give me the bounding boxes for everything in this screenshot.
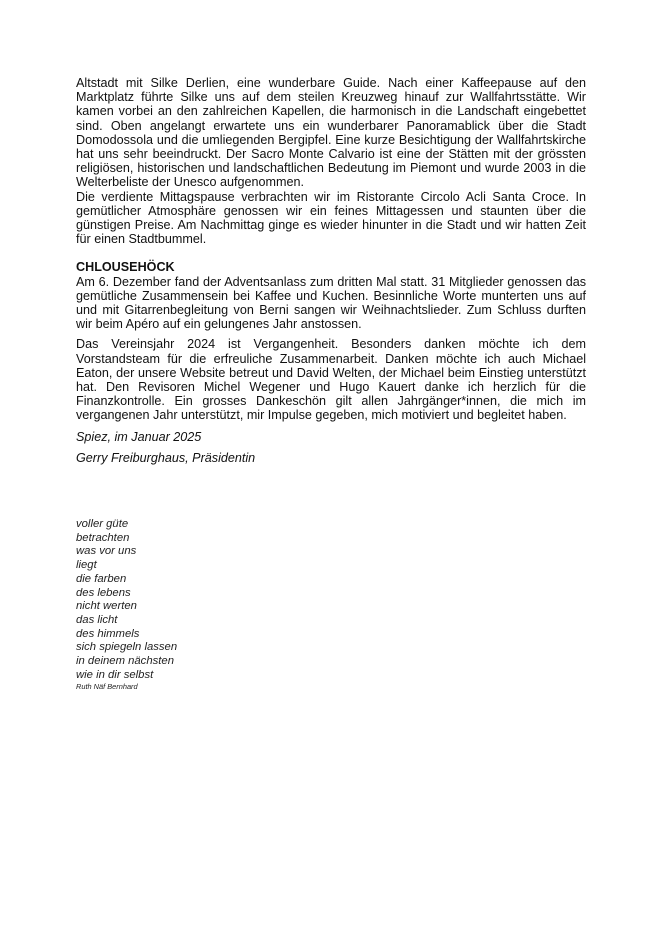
poem-line: des lebens <box>76 586 131 599</box>
poem-line: was vor uns <box>76 545 137 558</box>
poem-line: liegt <box>76 559 97 572</box>
poem-line: in deinem nächsten <box>76 655 174 668</box>
paragraph-advent: Am 6. Dezember fand der Adventsanlass zum dritten Mal statt. 31 Mitglieder genossen das gemütliche Zusammensein bei Kaffee und Kuchen. Besinnliche Worte munterten uns auf und mit Gitarrenbegleitung von Berni sangen wir Weihnachtslieder. Zum Schluss durften wir beim Apéro auf ein gelungenes Jahr anstossen. <box>76 274 586 332</box>
poem-author: Ruth Näf Bernhard <box>76 682 138 692</box>
poem-line: voller güte <box>76 518 129 530</box>
paragraph-intro: Altstadt mit Silke Derlien, eine wunderbare Guide. Nach einer Kaffeepause auf den Marktplatz führte Silke uns auf dem steilen Kreuzweg hinauf zur Wallfahrtsstätte. Wir kamen vorbei an den zahlreichen Kapellen, die harmonisch in die Landschaft eingebettet sind. Oben angelangt erwartete uns ein wunderbarer Panoramablick über die Stadt Domodossola und die umliegenden Bergipfel. Eine kurze Besichtigung der Wallfahrtskirche hat uns sehr beeindruckt. Der Sacro Monte Calvario ist eine der Stätten mit der grössten religiösen, historischen und landschaftlichen Bedeutung im Piemont und wurde 2003 in die Welterbeliste der Unesco aufgenommen. <box>76 76 586 190</box>
poem <box>76 518 177 692</box>
section-heading: CHLOUSEHÖCK <box>76 260 175 275</box>
place-date: Spiez, im Januar 2025 <box>76 429 202 444</box>
poem-line: des himmels <box>76 627 140 640</box>
poem-line: nicht werten <box>76 600 137 613</box>
signature: Gerry Freiburghaus, Präsidentin <box>76 450 256 465</box>
poem-line: das licht <box>76 613 118 626</box>
paragraph-lunch: Die verdiente Mittagspause verbrachten wir im Ristorante Circolo Acli Santa Croce. In gemütlicher Atmosphäre genossen wir ein feines Mittagessen und staunten über die günstigen Preise. Am Nachmittag ginge es wieder hinunter in die Stadt und wir hatten Zeit für einen Stadtbummel. <box>76 189 586 247</box>
poem-line: wie in dir selbst <box>76 668 154 681</box>
paragraph-thanks: Das Vereinsjahr 2024 ist Vergangenheit. Besonders danken möchte ich dem Vorstandsteam für die erfreuliche Zusammenarbeit. Danken möchte ich auch Michael Eaton, der unsere Website betreut und David Welten, der Michael beim Einstieg unterstützt hat. Den Revisoren Michel Wegener und Hugo Kauert danke ich herzlich für die Finanzkontrolle. Ein grosses Dankeschön gilt allen Jahrgänger*innen, die mich im vergangenen Jahr unterstützt, mir Impulse gegeben, mich motiviert und begleitet haben. <box>76 337 586 423</box>
spacer <box>76 246 586 260</box>
poem-line: die farben <box>76 572 127 585</box>
report-body <box>76 76 586 465</box>
poem-line: sich spiegeln lassen <box>76 641 178 654</box>
poem-line: betrachten <box>76 531 130 544</box>
